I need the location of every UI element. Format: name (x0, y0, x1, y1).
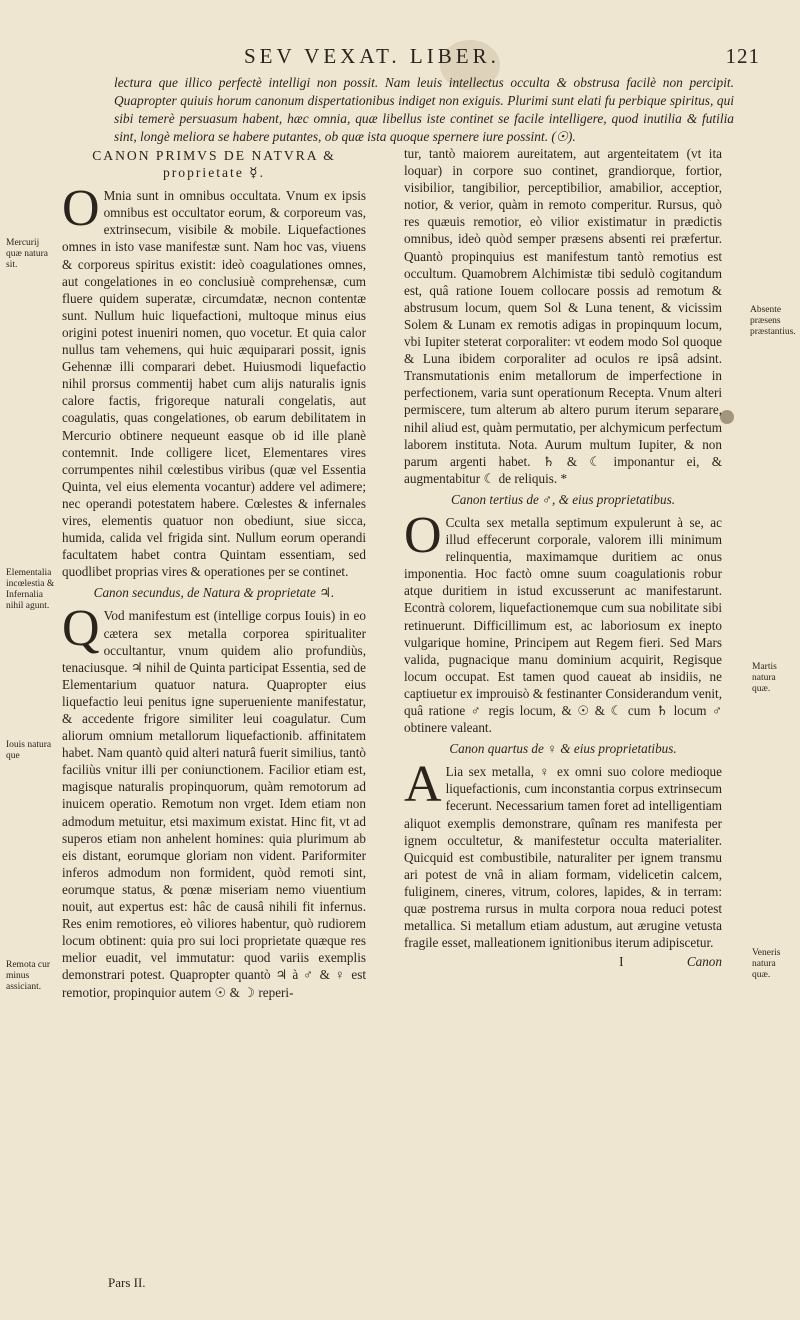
catchword: Canon (686, 954, 722, 970)
margin-note-veneris: Veneris natura quæ. (752, 948, 781, 980)
page-header (0, 44, 800, 74)
margin-note-mercurii: Mercurij quæ natura sit. (6, 238, 48, 270)
margin-note-remota: Remota cur minus assiciant. (6, 960, 51, 992)
left-column (62, 143, 366, 1003)
canon2-heading: Canon secundus, de Natura & proprietate ♃. (93, 585, 335, 601)
canon1-heading: CANON PRIMVS DE NATVRA & proprietate ☿. (92, 148, 336, 181)
gathering-signature: I (619, 954, 624, 970)
intro-paragraph: lectura que illico perfectè intelligi non possit. Nam leuis intellectus occulta & obstrusa facilè non percipit. Quapropter quiuis horum canonum dispertationibus indiget non exiguis. Plurimi sunt elati fu perbique spiritus, qui sibi temerè persuasum habent, hæc omnia, quæ libellus iste continet se facile intelligere, quod inutilia & futilia sint, longè meliora se habere putantes, ob quæ ista quoque spernere iure possint. (☉). (114, 75, 734, 144)
canon1-text: OMnia sunt in omnibus occultata. Vnum ex ipsis omnibus est occultator eorum, & corporeum vas, extrinsecum, visibile & mobile. Liquefactiones omnes in isto vase manifestæ sunt. Nam hoc vas, viuens & corporeus spiritus existit: ideò coagulationes omnes, aut congelationes in eo conclusiuè comprehensæ, cum fluere quidem superatæ, circumdatæ, necnon contentæ sunt. Nullum huic liquefactioni, multoque minus eius origini potest inueniri nomen, quo vocetur. Et quia calor nullus tam vehemens, qui huic æquiparari possit, ignis Gehennæ illi comparari debet. Huiusmodi liquefactio nihil prorsus commentij habet cum alijs naturalis ignis calore factis, frigoreque naturali congelatis, aut coagulatis, quas congelationes, ob earum debilitatem in Mercurio obtinere nequeunt easque ob id ille planè contemnit. Inde colligere licet, Elementares vires corrumpentes nihil cœlestibus viribus (quæ vel Essentia Quinta, vel eius elementa vocantur) addere vel adimere; nec operandi potestatem habere. Cœlestes & infernales vires, elementis quatuor non obediunt, siue sicca, humida, calida vel frigida sint. Nullum eorum operandi facultatem habet contra Quintam essentiam, sed quodlibet proprias vires & operationes per se continet. (62, 180, 366, 580)
margin-note-absente: Absente præsens præstantius. (750, 305, 796, 337)
running-title: SEV VEXAT. LIBER. (244, 44, 500, 68)
ink-spot (720, 410, 734, 424)
margin-note-martis: Martis natura quæ. (752, 662, 777, 694)
canon3-heading: Canon tertius de ♂, & eius proprietatibus. (450, 491, 676, 507)
margin-note-elementalia: Elementalia incœlestia & Infernalia nihil agunt. (6, 568, 55, 611)
page-number: 121 (725, 44, 760, 68)
margin-note-iovis: Iouis natura que (6, 740, 52, 761)
right-column (404, 145, 722, 970)
canon4-heading: Canon quartus de ♀ & eius proprietatibus. (449, 741, 677, 757)
canon2-text: QVod manifestum est (intellige corpus Iouis) in eo cætera sex metalla corporea spiritualiter occultantur, vnum quidem alio profundiùs, tenaciusque. ♃ nihil de Quinta participat Essentia, sed de Elementarium quatuor natura. Quapropter eius liquefactio leui penitus igne superueniente manifestatur, & accedente frigore similiter leui coagulatur. Cum aliorum omnium metallorum liquefactionib. affinitatem habet. Nam quantò quid alteri naturâ fuerit similius, tantò faciliùs vnitur illi per coniunctionem. Facilior etiam est, magisque naturalis propinquorum, quàm remotorum ad inuicem operatio. Remotum non vrget. Idem etiam non admodum metuitur, etsi maximum existat. Hinc fit, vt ad superos etiam non anhelent homines: quia plurimum ab eis distant, eorumque gloriam non vident. Pariformiter inferos admodum non formident, quòd remoti sint, eorumque status, & pœnæ miseriam nemo viuentium nouit, aut expertus est: hâc de causâ nihili fit infernus. Res enim remotiores, eò viliores habentur, quò rudiorem locum obtinent: quia pro sui loci proprietate quæque res melior euadit, vel immutatur: quod variis exemplis demonstrari potest. Quapropter quantò ♃ à ♂ & ♀ est remotior, propinquior autem ☉ & ☽ reperi- (62, 600, 366, 1000)
catchword-line (404, 953, 722, 970)
canon3-text: OCculta sex metalla septimum expulerunt à se, ac illud effecerunt corporale, valorem illi minimum relinquentia, maximamque duritiem ac onus imponentia. Hoc factò omne suum coagulationis robur atque duritiem in istud excusserunt ac manifestarunt. Econtrà colorem, liquefactionemque cum sua nobilitate sibi retinuerunt. Difficillimum est, ac laboriosum ex inepto vulgarique homine, Principem aut Regem fieri. Sed Mars valida, pugnacique manu dominium acquirit, Regisque locum occupat. Est tamen quod caueat ab insidiis, ne captiuetur ex improuisò & festinanter Considerandum venit, quâ ratione ♂ regis locum, & ☉ & ☾ cum ♄ locum ♂ obtinere valeant. (404, 506, 722, 736)
continuation-text: tur, tantò maiorem aureitatem, aut argenteitatem (vt ita loquar) in corpore suo continet, grandiorque, fortior, visibilior, tangibilior, perceptibilior, amabilior, acceptior, notior, & verior, quàm in remoto comperitur. Rursus, quò res quæuis remotior, eò vilior existimatur in prædictis omnibus, ideò quòd semper præsens absenti rei præfertur. Quantò propinquius est manifestum tantò remotius est occultum. Quamobrem Alchimistæ tibi sedulò cogitandum est, quâ ratione Iouem collocare possis ad remotum & abstrusum locum, quem Sol & Luna tenent, & vicissim Solem & Lunam ex remotis adigas in propinquum locum, vbi Iupiter steterat corporaliter: vt eodem modo Sol quoque & Luna ibidem corporaliter ad oculos re ipsâ adsint. Transmutationis enim metallorum de imperfectione in perfectionem, varia sunt operationum Recepta. Vnum alteri permiscere, tum alterum ab altero purum iterum separare, nihil aliud est, quàm permutatio, per alchymicum perfectum laborem instituta. Nota. Aurum multum Iupiter, & non parum argenti habet. ♄ & ☾ imponantur ei, & augmentabitur ☾ de reliquis. * (404, 146, 722, 486)
signature-mark: Pars II. (108, 1275, 146, 1290)
canon4-text: ALia sex metalla, ♀ ex omni suo colore medioque liquefactionis, cum inconstantia corpus extrinsecum fecerunt. Necessarium tamen foret ad intelligentiam aliquot exemplis demonstrare, quînam res manifesta per ignem occultetur, & manifestetur occulta materialiter. Quicquid est combustibile, naturaliter per ignem transmu ari potest de vnâ in aliam formam, videlicetin calcem, fuliginem, cineres, vitrum, colores, lapides, & in terram: quæ postrema rursus in multa corpora noua reduci potest metallica. Si metallum etiam adustum, aut ærugine vetusta fragile esset, malleationem ignitionibus iterum adipiscetur. (404, 756, 722, 951)
